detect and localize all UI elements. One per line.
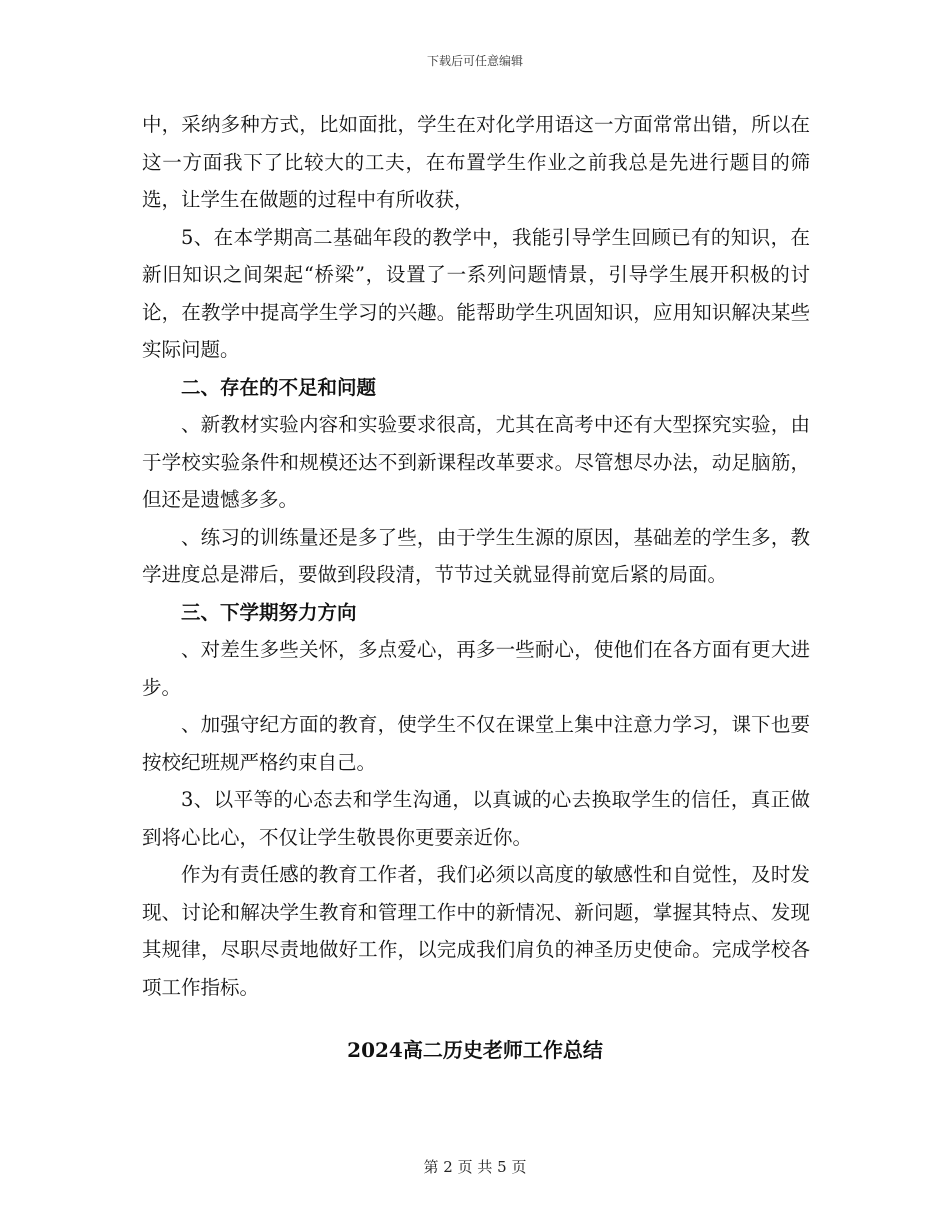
paragraph-problem-2: 、练习的训练量还是多了些，由于学生生源的原因，基础差的学生多，教学进度总是滞后，要做到段段清，节节过关就显得前宽后紧的局面。 bbox=[142, 525, 810, 586]
section-heading-direction: 三、下学期努力方向 bbox=[181, 600, 357, 624]
section-heading-problems: 二、存在的不足和问题 bbox=[181, 375, 377, 399]
paragraph-direction-3: 3、以平等的心态去和学生沟通，以真诚的心去换取学生的信任，真正做到将心比心，不仅让学生敬畏你更要亲近你。 bbox=[142, 788, 810, 849]
paragraph-problem-1: 、新教材实验内容和实验要求很高，尤其在高考中还有大型探究实验，由于学校实验条件和规模还达不到新课程改革要求。尽管想尽办法，动足脑筋，但还是遗憾多多。 bbox=[142, 413, 810, 511]
paragraph-continuation: 中，采纳多种方式，比如面批，学生在对化学用语这一方面常常出错，所以在这一方面我下了比较大的工夫，在布置学生作业之前我总是先进行题目的筛选，让学生在做题的过程中有所收获， bbox=[142, 113, 810, 211]
page-header: 下载后可任意编辑 bbox=[426, 54, 523, 68]
document-title: 2024高二历史老师工作总结 bbox=[347, 1038, 603, 1062]
paragraph-item-5: 5、在本学期高二基础年段的教学中，我能引导学生回顾已有的知识，在新旧知识之间架起“桥梁”，设置了一系列问题情景，引导学生展开积极的讨论，在教学中提高学生学习的兴趣。能帮助学生巩固知识，应用知识解决某些实际问题。 bbox=[142, 225, 810, 361]
paragraph-direction-2: 、加强守纪方面的教育，使学生不仅在课堂上集中注意力学习，课下也要按校纪班规严格约束自己。 bbox=[142, 713, 810, 774]
paragraph-direction-1: 、对差生多些关怀，多点爱心，再多一些耐心，使他们在各方面有更大进步。 bbox=[142, 638, 810, 699]
paragraph-conclusion: 作为有责任感的教育工作者，我们必须以高度的敏感性和自觉性，及时发现、讨论和解决学生教育和管理工作中的新情况、新问题，掌握其特点、发现其规律，尽职尽责地做好工作，以完成我们肩负的神圣历史使命。完成学校各项工作指标。 bbox=[142, 863, 810, 999]
page-footer: 第 2 页 共 5 页 bbox=[423, 1158, 527, 1176]
document-body bbox=[142, 106, 810, 1006]
